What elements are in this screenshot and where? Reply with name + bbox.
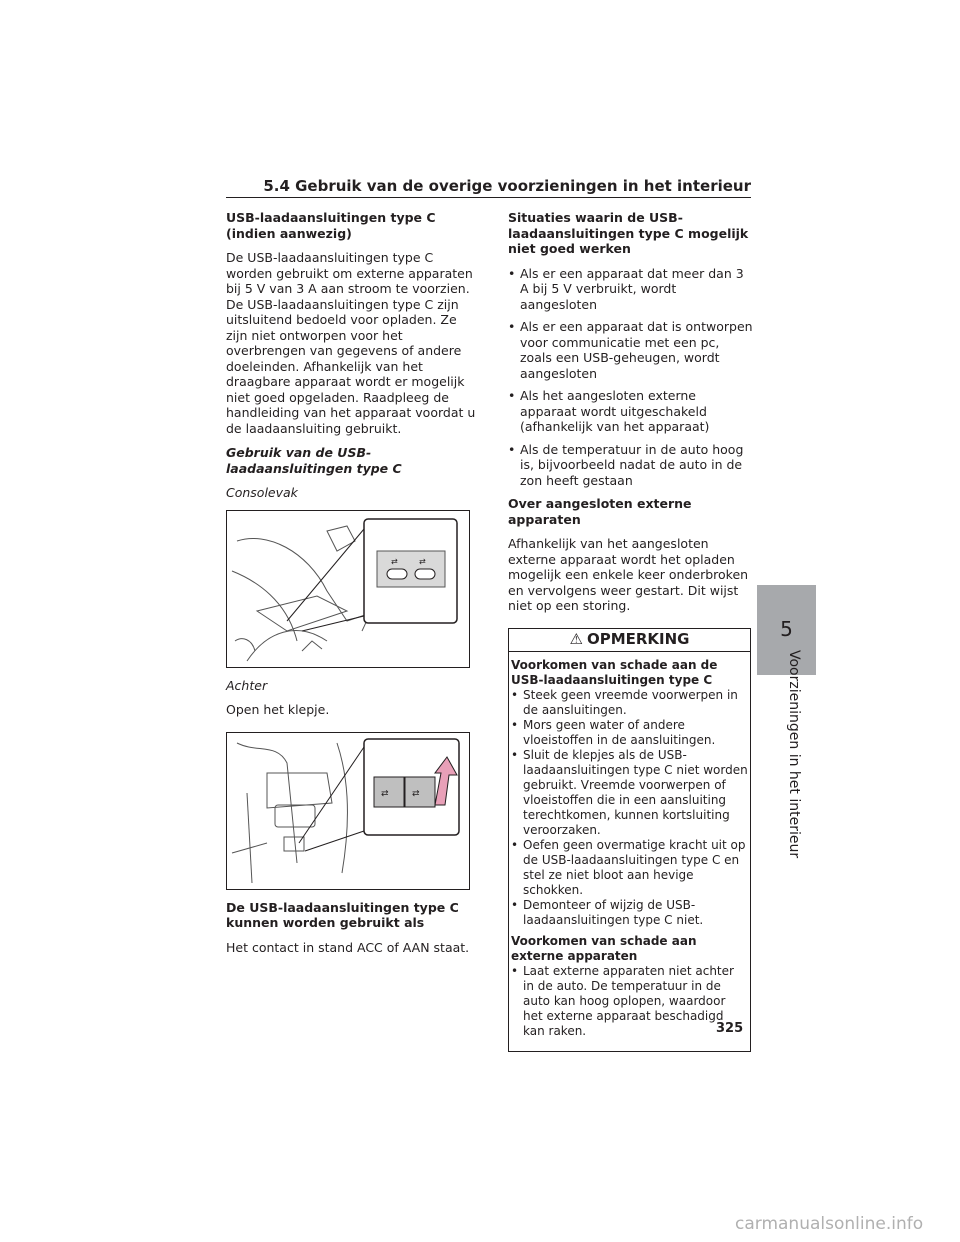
list-item: • Steek geen vreemde voorwerpen in de aansluitingen. [511, 688, 748, 718]
header-rule [226, 197, 751, 198]
damage-list [511, 688, 748, 928]
ext-damage-list [511, 964, 748, 1039]
notice-body [509, 652, 750, 1051]
usable-heading: De USB-laadaansluitingen type C kunnen worden gebruikt als [226, 899, 459, 930]
chapter-label: Voorzieningen in het interieur [786, 650, 802, 859]
svg-text:⇄: ⇄ [412, 788, 420, 799]
list-item: • Sluit de klepjes als de USB-laadaansluitingen type C niet worden gebruikt. Vreemde voorwerpen of vloeistoffen die in een aansluiting terechtkomen, kunnen kortsluiting veroorzaken. [511, 748, 748, 838]
notice-header [509, 629, 750, 652]
console-label: Consolevak [226, 485, 298, 500]
list-item: • Laat externe apparaten niet achter in de auto. De temperatuur in de auto kan hoog oplopen, waardoor het externe apparaat beschadigd kan raken. [511, 964, 748, 1039]
svg-text:⇄: ⇄ [419, 556, 426, 566]
external-text: Afhankelijk van het aangesloten externe apparaat wordt het opladen mogelijk een enkele keer onderbroken en vervolgens weer gestart. Dit wijst niet op een storing. [508, 536, 749, 613]
svg-text:⇄: ⇄ [391, 556, 398, 566]
warning-icon: ⚠ [569, 629, 583, 648]
console-illustration [226, 510, 470, 668]
chapter-number: 5 [780, 617, 793, 641]
list-item: • Als er een apparaat dat meer dan 3 A bij 5 V verbruikt, wordt aangesloten [508, 266, 753, 313]
left-column [226, 210, 476, 964]
list-item: • Als het aangesloten externe apparaat wordt uitgeschakeld (afhankelijk van het apparaat) [508, 388, 753, 435]
usage-heading: Gebruik van de USB-laadaansluitingen type C [226, 445, 402, 476]
list-item: • Als de temperatuur in de auto hoog is, bijvoorbeeld nadat de auto in de zon heeft gestaan [508, 442, 753, 489]
svg-text:⇄: ⇄ [381, 788, 389, 799]
open-flap-text: Open het klepje. [226, 702, 330, 717]
page-number: 325 [716, 1021, 744, 1036]
usable-text: Het contact in stand ACC of AAN staat. [226, 939, 470, 955]
notice-title: OPMERKING [586, 629, 690, 648]
list-item: • Mors geen water of andere vloeistoffen in de aansluitingen. [511, 718, 748, 748]
section-header: 5.4 Gebruik van de overige voorzieningen in het interieur [263, 177, 751, 195]
list-item: • Als er een apparaat dat is ontworpen voor communicatie met een pc, zoals een USB-geheugen, wordt aangesloten [508, 319, 753, 381]
situations-list [508, 266, 753, 489]
notice-box [508, 628, 751, 1052]
list-item: • Oefen geen overmatige kracht uit op de USB-laadaansluitingen type C en stel ze niet bloot aan hevige schokken. [511, 838, 748, 898]
usb-title: USB-laadaansluitingen type C (indien aanwezig) [226, 210, 436, 241]
situations-heading: Situaties waarin de USB-laadaansluitingen type C mogelijk niet goed werken [508, 210, 749, 256]
rear-label: Achter [226, 677, 268, 693]
rear-illustration [226, 732, 470, 890]
usb-intro: De USB-laadaansluitingen type C worden gebruikt om externe apparaten bij 5 V van 3 A aan stroom te voorzien. De USB-laadaansluitingen type C zijn uitsluitend bedoeld voor opladen. Ze zijn niet ontworpen voor het overbrengen van gegevens of andere doeleinden. Afhankelijk van het draagbare apparaat wordt er mogelijk niet goed opgeladen. Raadpleeg de handleiding van het apparaat voordat u de laadaansluiting gebruikt. [226, 250, 476, 436]
external-heading: Over aangesloten externe apparaten [508, 496, 692, 527]
watermark: carmanualsonline.info [735, 1214, 924, 1234]
damage-heading: Voorkomen van schade aan de USB-laadaansluitingen type C [511, 657, 718, 687]
list-item: • Demonteer of wijzig de USB-laadaansluitingen type C niet. [511, 898, 748, 928]
ext-damage-heading: Voorkomen van schade aan externe apparaten [511, 933, 697, 963]
right-column [508, 210, 753, 1052]
